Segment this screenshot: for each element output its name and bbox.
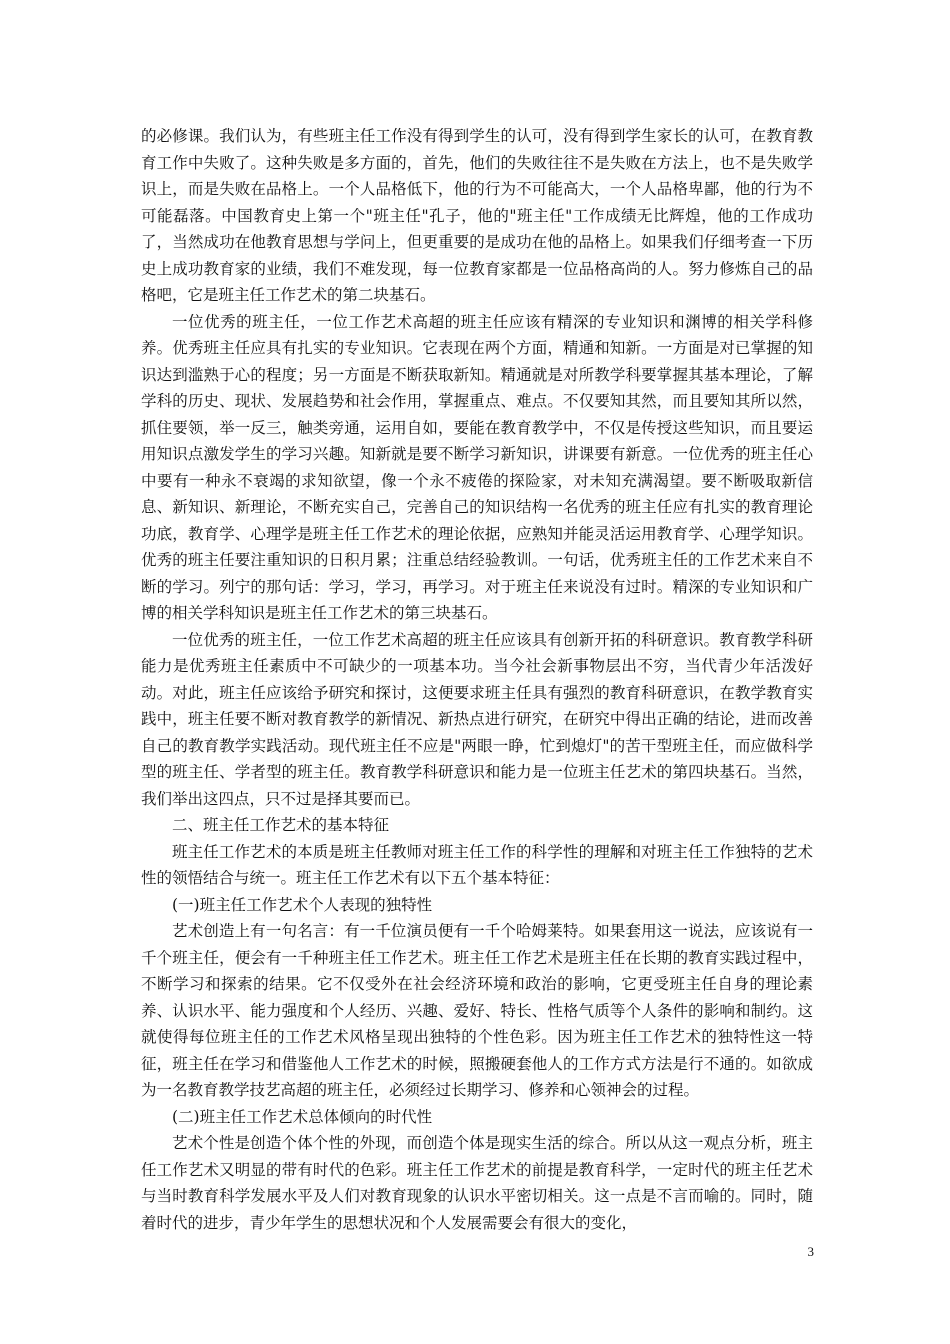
- paragraph: 班主任工作艺术的本质是班主任教师对班主任工作的科学性的理解和对班主任工作独特的艺术性的领悟结合与统一。班主任工作艺术有以下五个基本特征：: [141, 842, 813, 887]
- paragraph: 一位优秀的班主任，一位工作艺术高超的班主任应该具有创新开拓的科研意识。教育教学科研能力是优秀班主任素质中不可缺少的一项基本功。当今社会新事物层出不穷，当代青少年活泼好动。对此，班主任应该给予研究和探讨，这便要求班主任具有强烈的教育科研意识，在教学教育实践中，班主任要不断对教育教学的新情况、新热点进行研究，在研究中得出正确的结论，进而改善自己的教育教学实践活动。现代班主任不应是"两眼一睁，忙到熄灯"的苦干型班主任，而应做科学型的班主任、学者型的班主任。教育教学科研意识和能力是一位班主任艺术的第四块基石。当然，我们举出这四点，只不过是择其要而已。: [141, 630, 813, 808]
- subsection-heading: (一)班主任工作艺术个人表现的独特性: [172, 895, 433, 914]
- section-heading: 二、班主任工作艺术的基本特征: [172, 816, 390, 834]
- paragraph: 的必修课。我们认为，有些班主任工作没有得到学生的认可，没有得到学生家长的认可，在教育教育工作中失败了。这种失败是多方面的，首先，他们的失败往往不是失败在方法上，也不是失败学识上，而是失败在品格上。一个人品格低下，他的行为不可能高大，一个人品格卑鄙，他的行为不可能磊落。中国教育史上第一个"班主任"孔子，他的"班主任"工作成绩无比辉煌，他的工作成功了，当然成功在他教育思想与学问上，但更重要的是成功在他的品格上。如果我们仔细考查一下历史上成功教育家的业绩，我们不难发现，每一位教育家都是一位品格高尚的人。努力修炼自己的品格吧，它是班主任工作艺术的第二块基石。: [141, 127, 813, 304]
- paragraph: 艺术个性是创造个体个性的外现，而创造个体是现实生活的综合。所以从这一观点分析，班主任工作艺术又明显的带有时代的色彩。班主任工作艺术的前提是教育科学，一定时代的班主任艺术与当时教育科学发展水平及人们对教育现象的认识水平密切相关。这一点是不言而喻的。同时，随着时代的进步，青少年学生的思想状况和个人发展需要会有很大的变化，: [141, 1134, 813, 1232]
- page-number: 3: [807, 1244, 814, 1259]
- document-body: [141, 123, 813, 1236]
- subsection-heading: (二)班主任工作艺术总体倾向的时代性: [172, 1107, 433, 1126]
- paragraph: 艺术创造上有一句名言：有一千位演员便有一千个哈姆莱特。如果套用这一说法，应该说有一千个班主任，便会有一千种班主任工作艺术。班主任工作艺术是班主任在长期的教育实践过程中，不断学习和探索的结果。它不仅受外在社会经济环境和政治的影响，它更受班主任自身的理论素养、认识水平、能力强度和个人经历、兴趣、爱好、特长、性格气质等个人条件的影响和制约。这就使得每位班主任的工作艺术风格呈现出独特的个性色彩。因为班主任工作艺术的独特性这一特征，班主任在学习和借鉴他人工作艺术的时候，照搬硬套他人的工作方式方法是行不通的。如欲成为一名教育教学技艺高超的班主任，必须经过长期学习、修养和心领神会的过程。: [141, 922, 813, 1099]
- paragraph: 一位优秀的班主任，一位工作艺术高超的班主任应该有精深的专业知识和渊博的相关学科修养。优秀班主任应具有扎实的专业知识。它表现在两个方面，精通和知新。一方面是对已掌握的知识达到滥熟于心的程度；另一方面是不断获取新知。精通就是对所教学科要掌握其基本理论，了解学科的历史、现状、发展趋势和社会作用，掌握重点、难点。不仅要知其然，而且要知其所以然，抓住要领，举一反三，触类旁通，运用自如，要能在教育教学中，不仅是传授这些知识，而且要运用知识点激发学生的学习兴趣。知新就是要不断学习新知识，讲课要有新意。一位优秀的班主任心中要有一种永不衰竭的求知欲望，像一个永不疲倦的探险家，对未知充满渴望。要不断吸取新信息、新知识、新理论，不断充实自己，完善自己的知识结构一名优秀的班主任应有扎实的教育理论功底，教育学、心理学是班主任工作艺术的理论依据，应熟知并能灵活运用教育学、心理学知识。优秀的班主任要注重知识的日积月累；注重总结经验教训。一句话，优秀班主任的工作艺术来自不断的学习。列宁的那句话：学习，学习，再学习。对于班主任来说没有过时。精深的专业知识和广博的相关学科知识是班主任工作艺术的第三块基石。: [141, 312, 813, 622]
